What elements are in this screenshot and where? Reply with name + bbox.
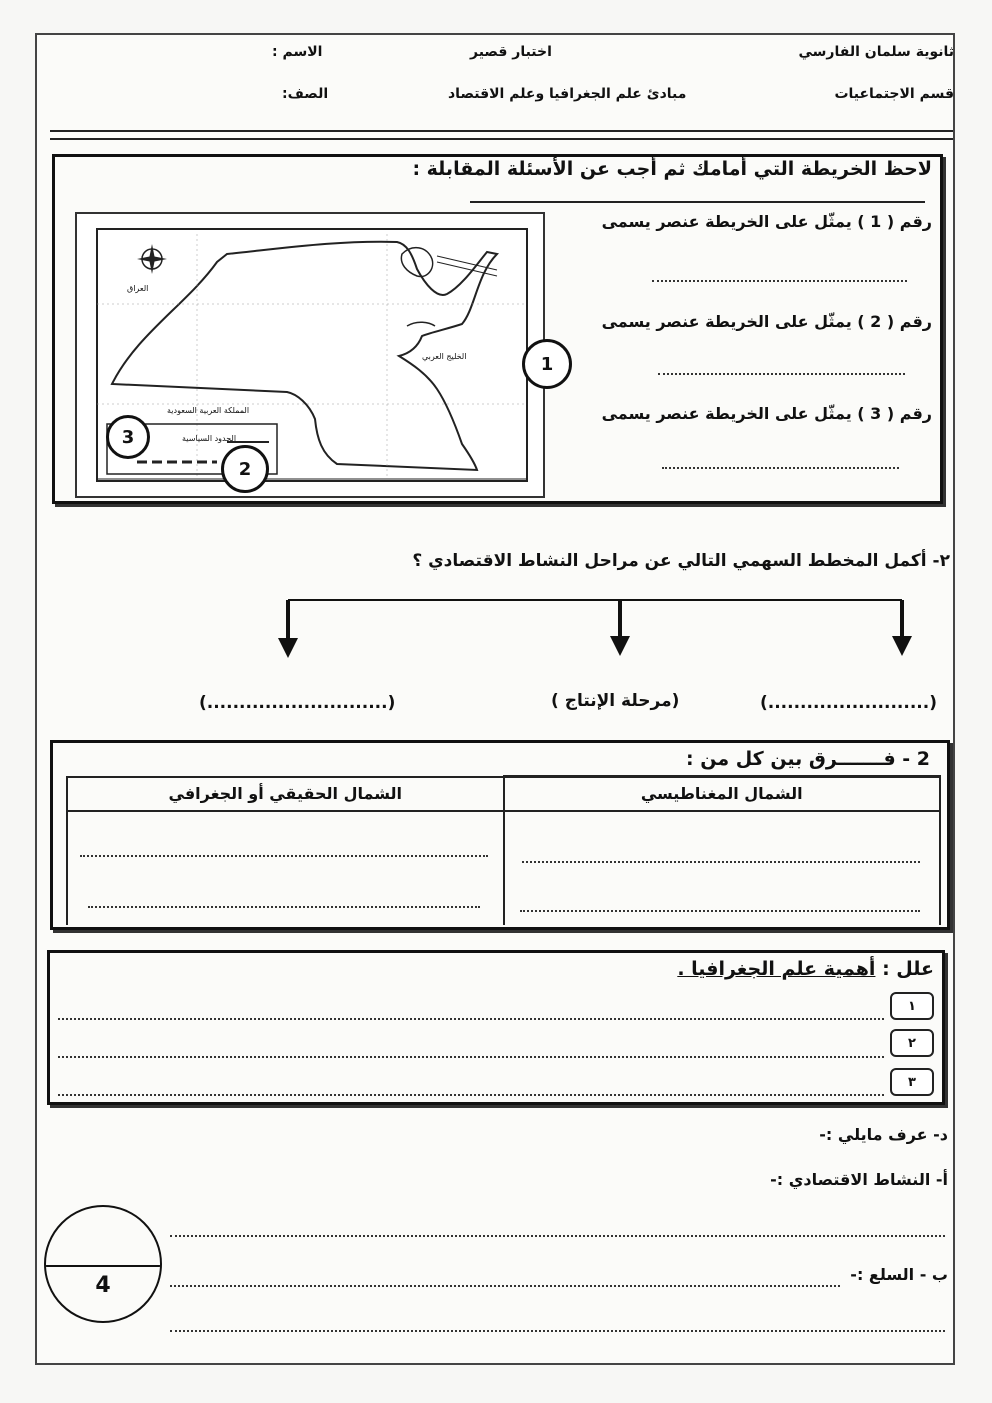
true-north-line-1[interactable] <box>80 855 488 857</box>
stage-right[interactable]: (.........................) <box>760 693 937 713</box>
map-marker-1: 1 <box>522 339 572 389</box>
answer-line-1[interactable] <box>652 280 907 282</box>
justify-line-1[interactable] <box>58 1018 884 1020</box>
map-label-gulf: الخليج العربي <box>422 352 467 361</box>
justify-line-3[interactable] <box>58 1094 884 1096</box>
justify-number-3: ٣ <box>890 1068 934 1096</box>
score-divider <box>46 1265 162 1267</box>
department-name: قسم الاجتماعيات <box>834 86 954 102</box>
justify-number-1: ١ <box>890 992 934 1020</box>
name-label: الاسم : <box>272 44 323 60</box>
map-question-2: رقم ( 2 ) يمثّل على الخريطة عنصر يسمى <box>601 312 932 331</box>
map-marker-3: 3 <box>106 415 150 459</box>
answer-line-2[interactable] <box>658 373 905 375</box>
magnetic-north-line-2[interactable] <box>520 910 920 912</box>
justify-topic: أهمية علم الجغرافيا . <box>677 958 876 980</box>
define-title: د- عرف مايلي :- <box>819 1125 948 1144</box>
define-goods: ب - السلع :- <box>850 1265 948 1284</box>
title-underline <box>470 201 925 203</box>
justify-title <box>677 958 934 980</box>
define-line-b2[interactable] <box>170 1330 945 1332</box>
flow-arrows <box>270 594 920 664</box>
exam-type: اختبار قصير <box>470 44 552 60</box>
subject-title: مبادئ علم الجغرافيا وعلم الاقتصاد <box>448 86 687 102</box>
score-total: 4 <box>95 1273 111 1298</box>
justify-line-2[interactable] <box>58 1056 884 1058</box>
map-label-saudi: المملكة العربية السعودية <box>167 406 250 415</box>
map-label-border: الحدود السياسية <box>182 434 237 443</box>
stage-left[interactable]: (............................) <box>199 693 396 713</box>
flow-question-title: ٢- أكمل المخطط السهمي التالي عن مراحل النشاط الاقتصادي ؟ <box>412 551 950 571</box>
map-question-title: لاحظ الخريطة التي أمامك ثم أجب عن الأسئلة المقابلة : <box>412 158 932 180</box>
map-marker-2: 2 <box>221 445 269 493</box>
map-label-iraq: العراق <box>127 284 149 293</box>
stage-middle: (مرحلة الإنتاج ) <box>551 691 680 711</box>
compare-title: 2 - فـــــــرق بين كل من : <box>686 748 930 770</box>
map-drawing <box>77 214 543 496</box>
define-line-b1[interactable] <box>170 1285 840 1287</box>
header-divider <box>50 130 953 140</box>
magnetic-north-line-1[interactable] <box>522 861 920 863</box>
header-magnetic-north: الشمال المغناطيسي <box>504 777 941 811</box>
header-true-north: الشمال الحقيقي أو الجغرافي <box>67 777 504 811</box>
justify-prefix: علل : <box>882 958 934 980</box>
school-name: ثانوية سلمان الفارسي <box>798 44 954 60</box>
answer-line-3[interactable] <box>662 467 899 469</box>
map-question-1: رقم ( 1 ) يمثّل على الخريطة عنصر يسمى <box>601 212 932 231</box>
class-label: الصف: <box>282 86 329 102</box>
define-line-a[interactable] <box>170 1235 945 1237</box>
justify-number-2: ٢ <box>890 1029 934 1057</box>
answer-magnetic-north[interactable] <box>504 811 941 926</box>
score-circle <box>44 1205 162 1323</box>
compare-table <box>66 775 941 925</box>
true-north-line-2[interactable] <box>88 906 480 908</box>
kuwait-map <box>75 212 545 498</box>
define-economic-activity: أ- النشاط الاقتصادي :- <box>770 1170 948 1189</box>
map-question-3: رقم ( 3 ) يمثّل على الخريطة عنصر يسمى <box>601 404 932 423</box>
